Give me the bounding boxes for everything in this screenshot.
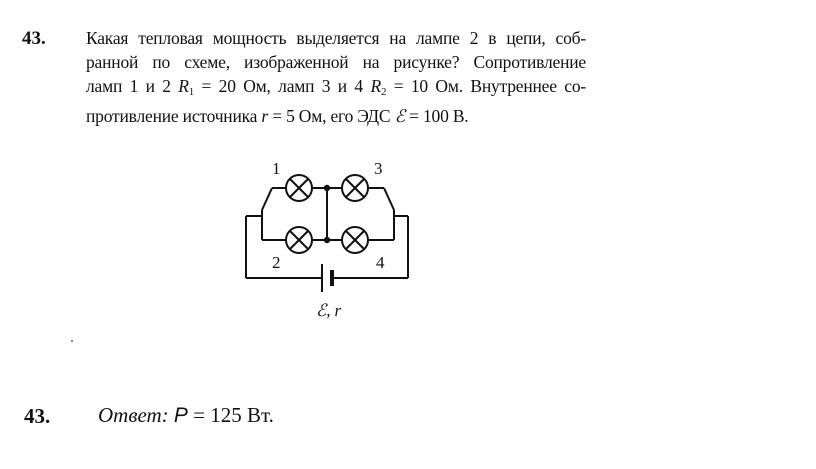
wire-top-left: [262, 188, 272, 210]
lamp-1-icon: [286, 175, 312, 201]
lamp-label-1: 1: [272, 159, 281, 178]
circuit-diagram: [238, 152, 418, 322]
answer-value: = 125 Вт.: [187, 403, 274, 427]
lamp-2-icon: [286, 227, 312, 253]
lamp-4-icon: [342, 227, 368, 253]
answer-number: 43.: [24, 404, 51, 428]
question-number: 43.: [22, 28, 46, 49]
problem-line-2: ранной по схеме, изображенной на рисунке? Сопротивление: [86, 52, 586, 72]
problem-line-3: ламп 1 и 2 $R_1 = 20$ Ом, ламп 3 и 4 $R_2 = 10$ Ом. Внутреннее со-: [86, 76, 587, 98]
junction-dot-top: [324, 185, 330, 191]
lamp-3-icon: [342, 175, 368, 201]
problem-line-4: противление источника r = 5 Ом, его ЭДС ℰ = 100 В.: [86, 106, 469, 126]
answer-line: [98, 403, 274, 428]
problem-line-1: Какая тепловая мощность выделяется на лампе 2 в цепи, соб-: [86, 28, 586, 48]
problem-text: [86, 26, 586, 128]
answer-variable: P: [173, 404, 188, 427]
answer-label: Ответ:: [98, 403, 169, 427]
junction-dot-bottom: [324, 237, 330, 243]
scan-speck: [71, 340, 73, 342]
wire-top-right: [384, 188, 394, 210]
lamp-label-3: 3: [374, 159, 383, 178]
battery-icon: [322, 264, 332, 292]
lamp-label-2: 2: [272, 253, 281, 272]
lamp-label-4: 4: [376, 253, 385, 272]
source-label: ℰ, r: [316, 301, 342, 320]
